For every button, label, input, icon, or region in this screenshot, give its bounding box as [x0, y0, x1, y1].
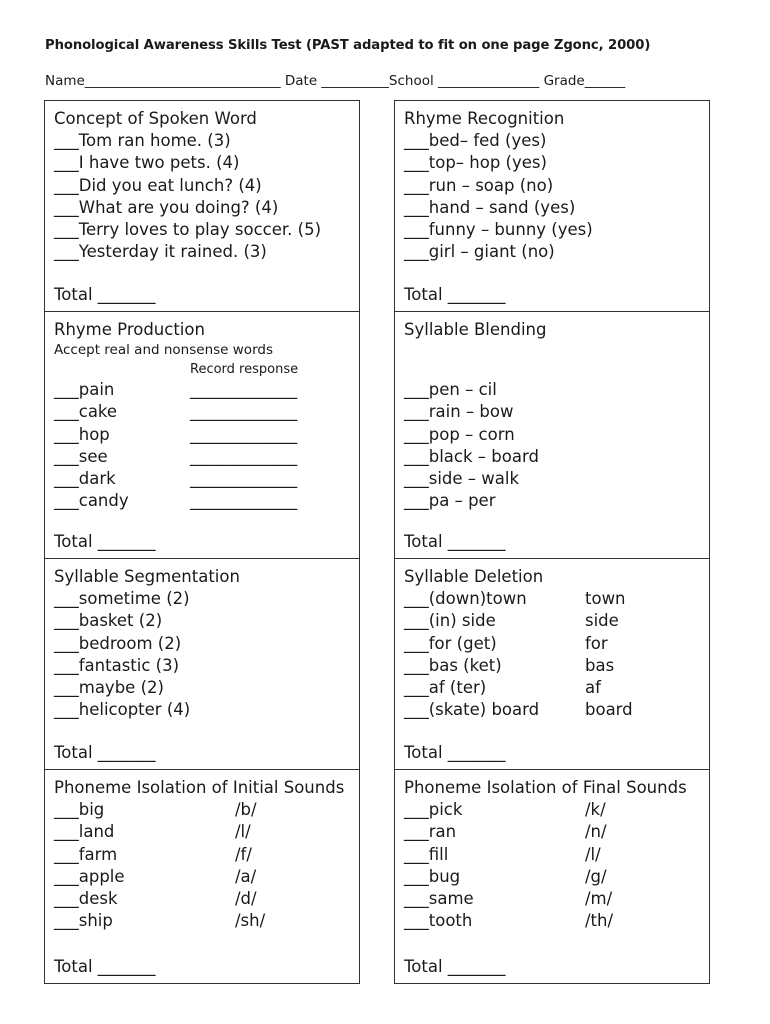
- item: ___ship /sh/: [54, 910, 350, 932]
- item: ___sometime (2): [54, 589, 190, 608]
- answer: /m/: [585, 889, 613, 909]
- item: ___bed– fed (yes): [404, 131, 547, 150]
- item: ___pa – per: [404, 491, 496, 511]
- section-title: Syllable Deletion: [404, 567, 544, 586]
- item: ___apple /a/: [54, 866, 350, 888]
- answer: /l/: [235, 822, 251, 842]
- item: ___same /m/: [404, 888, 700, 910]
- right-column: [394, 100, 710, 984]
- item: ___(in) side side: [404, 610, 700, 632]
- item: ___bedroom (2): [54, 633, 182, 653]
- total-line: Total _______: [404, 532, 506, 551]
- item: ___Terry loves to play soccer. (5): [54, 220, 322, 240]
- item: ___maybe (2): [54, 678, 164, 698]
- answer: side: [585, 611, 619, 631]
- item: ___pain _____________: [54, 379, 350, 401]
- item: ___hop _____________: [54, 424, 350, 446]
- answer: /sh/: [235, 911, 266, 931]
- item: ___fill /l/: [404, 844, 700, 866]
- total-line: Total _______: [404, 285, 506, 304]
- response-line: _____________: [190, 491, 298, 511]
- answer: /l/: [585, 844, 601, 864]
- section-title: Rhyme Production: [54, 320, 205, 339]
- item: ___Did you eat lunch? (4): [54, 175, 262, 195]
- item: ___I have two pets. (4): [54, 153, 240, 173]
- answer: /g/: [585, 866, 607, 886]
- section-title: Syllable Segmentation: [54, 567, 240, 586]
- response-line: _____________: [190, 380, 298, 399]
- total-line: Total _______: [404, 743, 506, 762]
- answer: town: [585, 589, 626, 608]
- item: ___tooth /th/: [404, 910, 700, 932]
- left-column: [44, 100, 360, 984]
- item: ___black – board: [404, 446, 539, 466]
- rhyme-production-section: [45, 312, 359, 559]
- item: ___rain – bow: [404, 402, 514, 422]
- item: ___basket (2): [54, 611, 163, 631]
- total-line: Total _______: [404, 957, 506, 976]
- phoneme-isolation-final-section: [395, 770, 709, 983]
- item: ___What are you doing? (4): [54, 197, 279, 217]
- answer: /k/: [585, 800, 606, 819]
- section-title: Concept of Spoken Word: [54, 109, 257, 128]
- section-subtitle: Accept real and nonsense words: [54, 342, 273, 358]
- item: ___top– hop (yes): [404, 153, 547, 173]
- item: ___pop – corn: [404, 424, 515, 444]
- item: ___bug /g/: [404, 866, 700, 888]
- answer: /th/: [585, 911, 614, 931]
- item: ___helicopter (4): [54, 700, 191, 720]
- item: ___land /l/: [54, 821, 350, 843]
- answer: for: [585, 633, 608, 653]
- answer: /n/: [585, 822, 607, 842]
- answer: board: [585, 700, 633, 720]
- response-line: _____________: [190, 469, 298, 489]
- total-line: Total _______: [54, 957, 156, 976]
- section-title: Rhyme Recognition: [404, 109, 565, 128]
- item: ___big /b/: [54, 799, 350, 821]
- answer: /b/: [235, 800, 257, 819]
- syllable-segmentation-section: [45, 559, 359, 770]
- item: ___fantastic (3): [54, 655, 180, 675]
- item: ___girl – giant (no): [404, 242, 555, 262]
- section-title: Phoneme Isolation of Initial Sounds: [54, 778, 345, 797]
- student-info-line: Name_____________________________ Date __________School _______________ Grade______: [45, 73, 626, 89]
- total-line: Total _______: [54, 285, 156, 304]
- item: ___funny – bunny (yes): [404, 220, 593, 240]
- response-header: Record response: [190, 362, 299, 377]
- item: ___cake _____________: [54, 401, 350, 423]
- response-line: _____________: [190, 402, 298, 422]
- item: ___for (get) for: [404, 633, 700, 655]
- answer: af: [585, 678, 601, 698]
- section-title: Syllable Blending: [404, 320, 547, 339]
- rhyme-recognition-section: [395, 101, 709, 312]
- item: ___side – walk: [404, 469, 520, 489]
- section-title: Phoneme Isolation of Final Sounds: [404, 778, 687, 797]
- item: ___pick /k/: [404, 799, 700, 821]
- item: ___dark _____________: [54, 468, 350, 490]
- page-title: Phonological Awareness Skills Test (PAST adapted to fit on one page Zgonc, 2000): [45, 38, 651, 53]
- syllable-deletion-section: [395, 559, 709, 770]
- answer: bas: [585, 655, 615, 675]
- response-line: _____________: [190, 424, 298, 444]
- item: ___candy _____________: [54, 490, 350, 512]
- answer: /d/: [235, 889, 257, 909]
- syllable-blending-section: [395, 312, 709, 559]
- item: ___ran /n/: [404, 821, 700, 843]
- item: ___bas (ket) bas: [404, 655, 700, 677]
- total-line: Total _______: [54, 743, 156, 762]
- item: ___pen – cil: [404, 380, 497, 399]
- total-line: Total _______: [54, 532, 156, 551]
- item: ___run – soap (no): [404, 175, 554, 195]
- item: ___hand – sand (yes): [404, 197, 576, 217]
- answer: /a/: [235, 866, 257, 886]
- item: ___af (ter) af: [404, 677, 700, 699]
- item: ___farm /f/: [54, 844, 350, 866]
- item: ___(down)town town: [404, 588, 700, 610]
- item: ___Tom ran home. (3): [54, 131, 231, 150]
- answer: /f/: [235, 844, 252, 864]
- response-line: _____________: [190, 446, 298, 466]
- concept-of-spoken-word-section: [45, 101, 359, 312]
- phoneme-isolation-initial-section: [45, 770, 359, 983]
- item: ___see _____________: [54, 446, 350, 468]
- item: ___desk /d/: [54, 888, 350, 910]
- item: ___(skate) board board: [404, 699, 700, 721]
- item: ___Yesterday it rained. (3): [54, 242, 267, 262]
